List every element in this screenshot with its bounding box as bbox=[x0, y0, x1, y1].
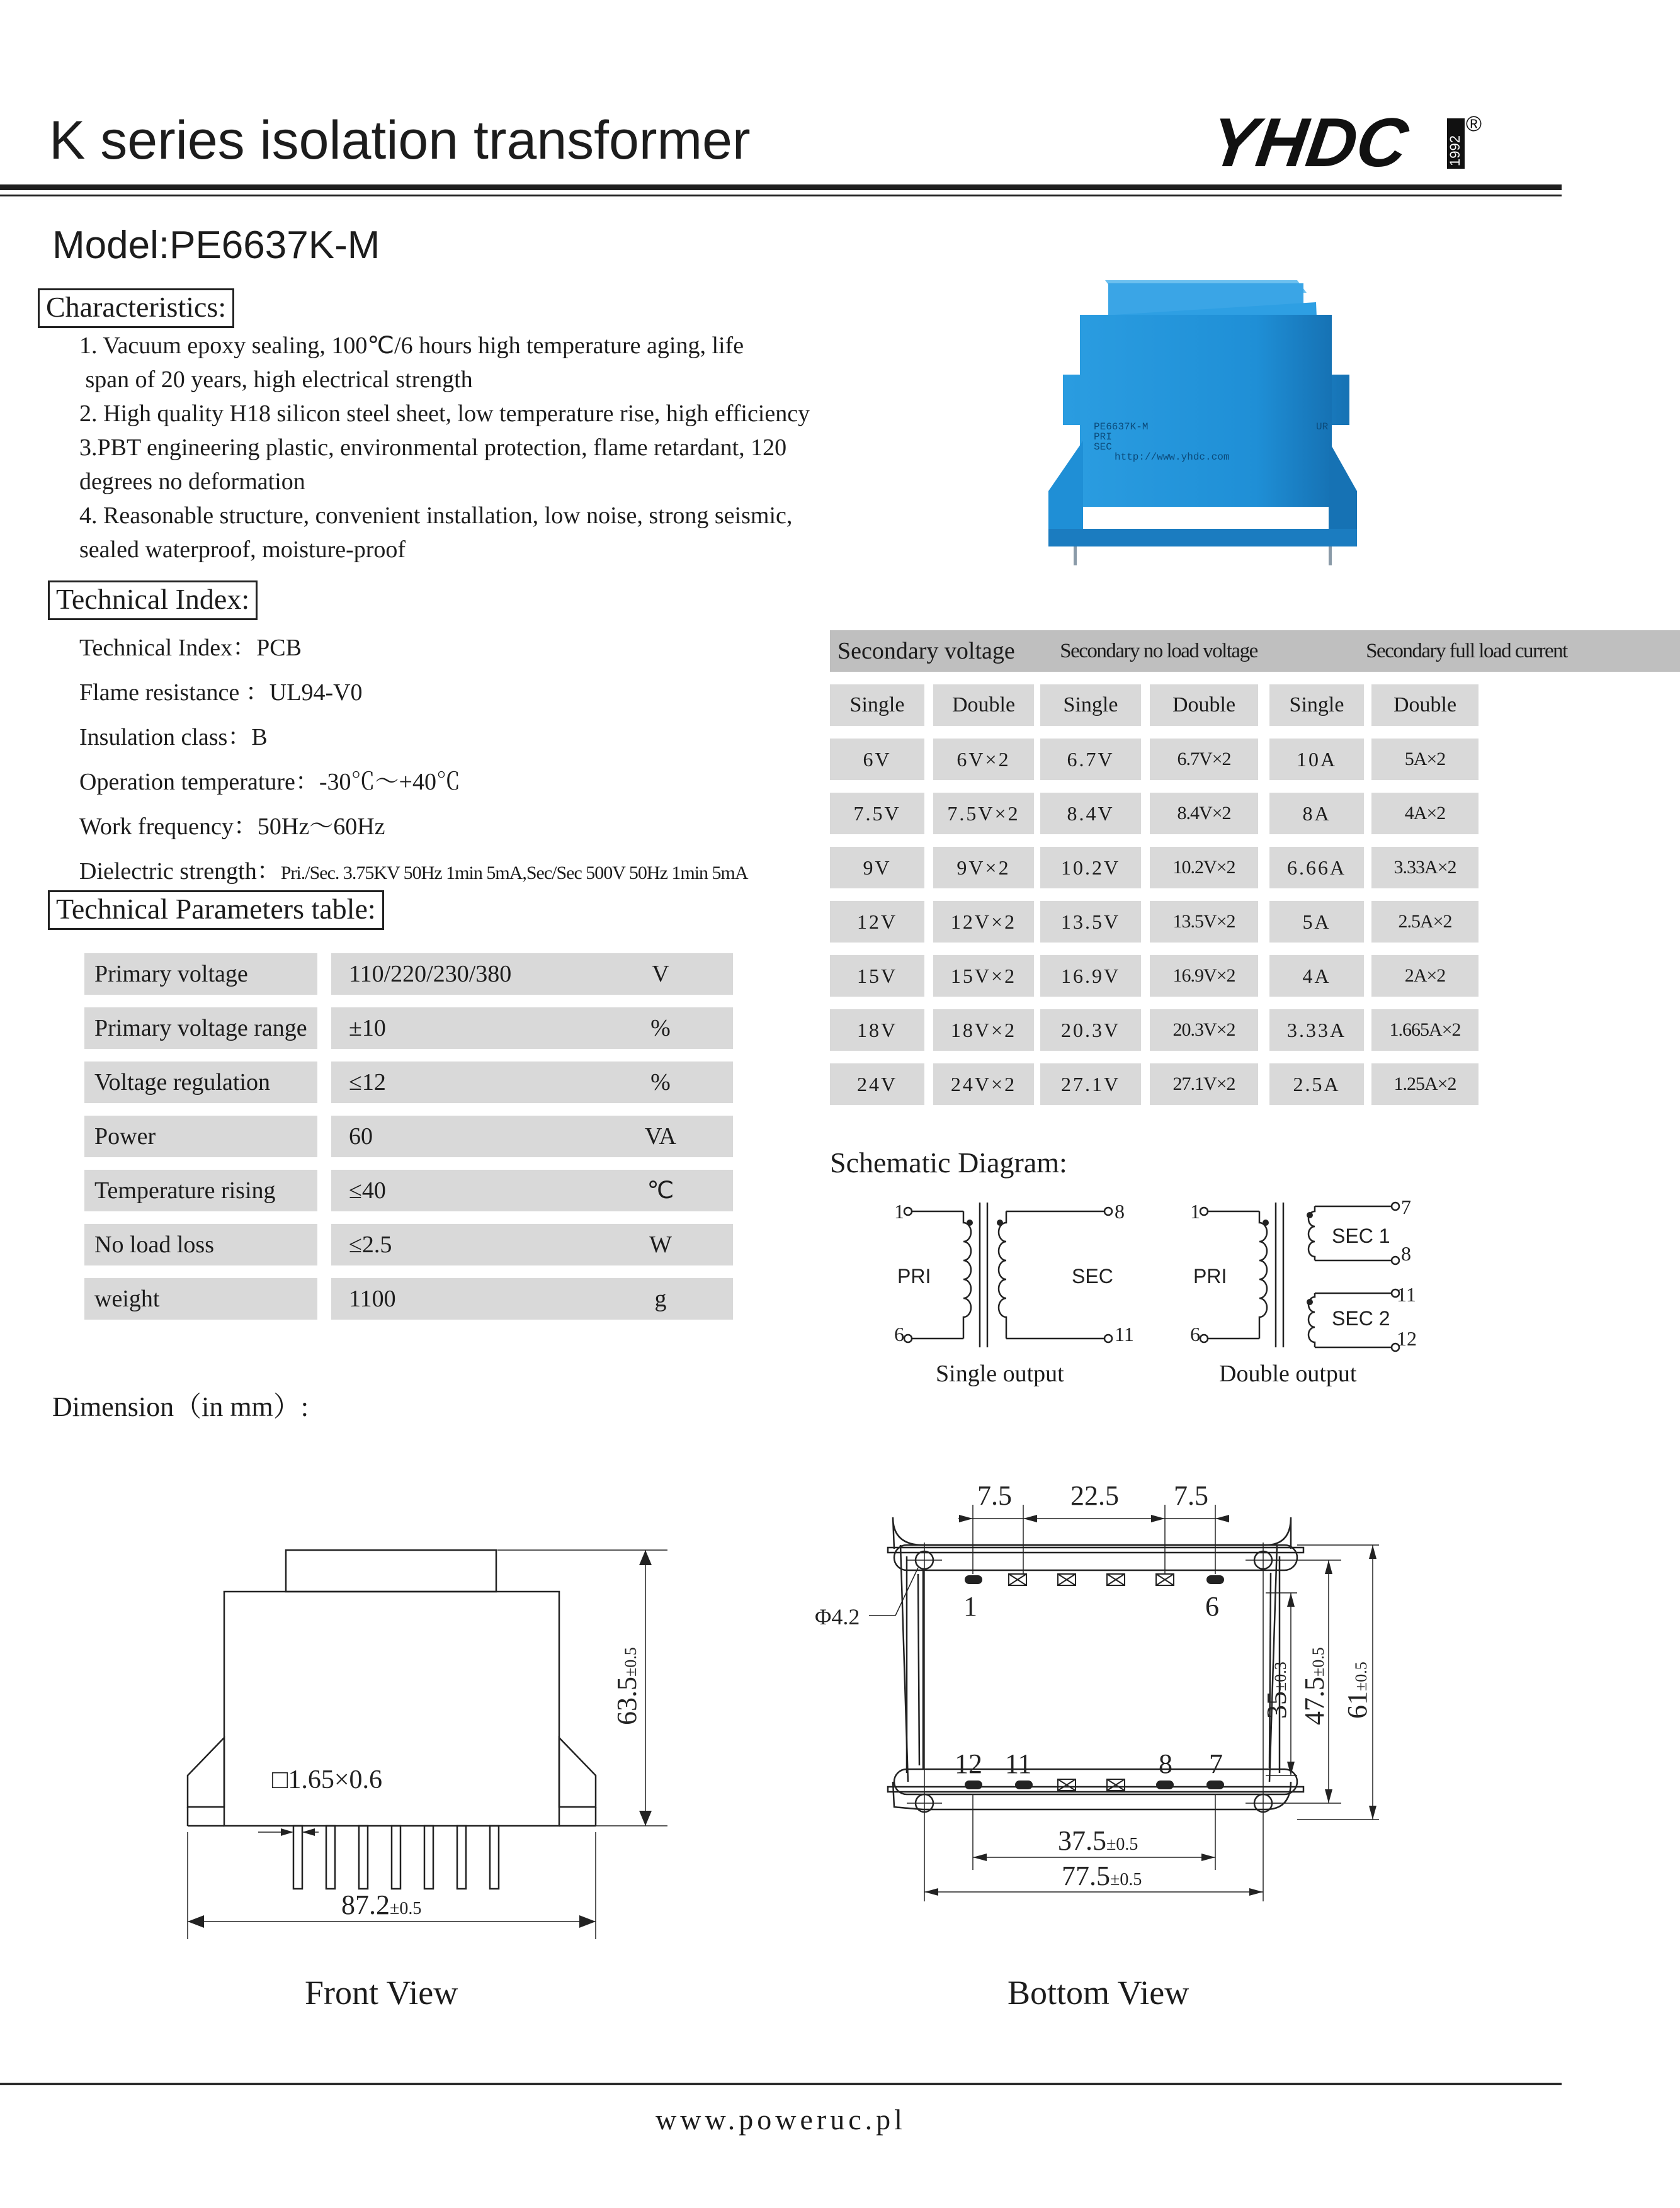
tech-index-row bbox=[79, 851, 748, 886]
table-cell: 12V×2 bbox=[933, 901, 1034, 943]
tech-label: Insulation class： bbox=[79, 724, 252, 750]
pin-label: 11 bbox=[1397, 1283, 1416, 1306]
double-output-caption: Double output bbox=[1219, 1361, 1357, 1387]
table-cell: 1.25A×2 bbox=[1371, 1063, 1479, 1105]
characteristic-line: degrees no deformation bbox=[79, 468, 305, 495]
pin-label: 8 bbox=[1159, 1748, 1172, 1779]
table-cell: 16.9V bbox=[1040, 955, 1141, 997]
tech-index-row bbox=[79, 672, 363, 707]
table-cell: 2.5A×2 bbox=[1371, 901, 1479, 943]
dim-77-5: 77.5±0.5 bbox=[1062, 1860, 1142, 1891]
sec1-label: SEC 1 bbox=[1332, 1225, 1390, 1247]
photo-label: SEC bbox=[1094, 441, 1112, 453]
pin-size-label: □1.65×0.6 bbox=[272, 1765, 383, 1794]
page-title: K series isolation transformer bbox=[49, 110, 751, 171]
bottom-view-drawing bbox=[812, 1467, 1417, 1923]
table-cell: 6.7V bbox=[1040, 739, 1141, 780]
tech-value: UL94-V0 bbox=[269, 679, 363, 706]
header-rule bbox=[0, 184, 1562, 190]
table-cell: 3.33A×2 bbox=[1371, 847, 1479, 888]
table-cell: 4A×2 bbox=[1371, 793, 1479, 834]
dim-37-5: 37.5±0.5 bbox=[1058, 1825, 1138, 1856]
table-header: Secondary full load current bbox=[1266, 630, 1680, 672]
param-name: No load loss bbox=[84, 1224, 317, 1265]
table-cell: 27.1V×2 bbox=[1150, 1063, 1258, 1105]
sec2-label: SEC 2 bbox=[1332, 1307, 1390, 1330]
param-unit: % bbox=[588, 1007, 733, 1049]
table-cell: 13.5V×2 bbox=[1150, 901, 1258, 943]
sec-label: SEC bbox=[1072, 1265, 1113, 1288]
param-unit: V bbox=[588, 953, 733, 995]
param-value: 110/220/230/380 bbox=[331, 953, 601, 995]
photo-label: PRI bbox=[1094, 431, 1112, 443]
table-subheader: Single bbox=[1269, 684, 1364, 726]
table-subheader: Double bbox=[1150, 684, 1258, 726]
table-header: Secondary no load voltage bbox=[1052, 630, 1266, 672]
pri-label: PRI bbox=[897, 1265, 931, 1288]
top-dim: 7.5 bbox=[1174, 1480, 1208, 1511]
top-dim: 7.5 bbox=[977, 1480, 1012, 1511]
table-cell: 16.9V×2 bbox=[1150, 955, 1258, 997]
header-rule-thin bbox=[0, 195, 1562, 196]
logo-text: YHDC bbox=[1205, 104, 1413, 181]
table-subheader: Single bbox=[830, 684, 924, 726]
table-cell: 27.1V bbox=[1040, 1063, 1141, 1105]
tech-value: -30℃～+40℃ bbox=[319, 769, 460, 795]
pin-label: 1 bbox=[963, 1591, 977, 1622]
params-heading: Technical Parameters table: bbox=[48, 890, 384, 930]
tech-value: 50Hz～60Hz bbox=[257, 813, 385, 840]
characteristic-line: 3.PBT engineering plastic, environmental protection, flame retardant, 120 bbox=[79, 434, 787, 461]
param-unit: % bbox=[588, 1062, 733, 1103]
pin-label: 11 bbox=[1115, 1323, 1134, 1345]
tech-label: Flame resistance ： bbox=[79, 679, 270, 706]
tech-value: B bbox=[251, 724, 268, 750]
registered-mark: ® bbox=[1466, 112, 1482, 136]
param-value: ±10 bbox=[331, 1007, 601, 1049]
characteristic-line: 4. Reasonable structure, convenient installation, low noise, strong seismic, bbox=[79, 502, 793, 529]
table-cell: 10A bbox=[1269, 739, 1364, 780]
pin-label: 6 bbox=[1205, 1591, 1219, 1622]
table-cell: 9V×2 bbox=[933, 847, 1034, 888]
characteristics-list bbox=[79, 329, 923, 567]
tech-index-row bbox=[79, 717, 268, 752]
technical-index-heading: Technical Index: bbox=[48, 580, 258, 620]
dim-47-5: 47.5±0.5 bbox=[1299, 1647, 1330, 1725]
table-cell: 18V bbox=[830, 1009, 924, 1051]
param-value: 60 bbox=[331, 1116, 601, 1157]
table-cell: 6.7V×2 bbox=[1150, 739, 1258, 780]
param-name: Temperature rising bbox=[84, 1170, 317, 1211]
param-unit: W bbox=[588, 1224, 733, 1265]
table-cell: 6V×2 bbox=[933, 739, 1034, 780]
table-cell: 8.4V×2 bbox=[1150, 793, 1258, 834]
table-subheader: Single bbox=[1040, 684, 1141, 726]
table-cell: 10.2V bbox=[1040, 847, 1141, 888]
brand-logo bbox=[1205, 104, 1482, 181]
table-cell: 15V×2 bbox=[933, 955, 1034, 997]
param-name: Voltage regulation bbox=[84, 1062, 317, 1103]
table-cell: 20.3V bbox=[1040, 1009, 1141, 1051]
pin-label: 7 bbox=[1209, 1748, 1223, 1779]
table-cell: 18V×2 bbox=[933, 1009, 1034, 1051]
table-cell: 20.3V×2 bbox=[1150, 1009, 1258, 1051]
table-cell: 15V bbox=[830, 955, 924, 997]
front-view-drawing bbox=[176, 1536, 680, 1955]
param-name: Primary voltage bbox=[84, 953, 317, 995]
tech-index-row bbox=[79, 762, 460, 796]
table-cell: 7.5V bbox=[830, 793, 924, 834]
tech-index-row bbox=[79, 807, 385, 841]
front-view-caption: Front View bbox=[305, 1974, 458, 2012]
hole-diameter: Φ4.2 bbox=[815, 1604, 860, 1629]
param-name: Primary voltage range bbox=[84, 1007, 317, 1049]
param-unit: g bbox=[588, 1278, 733, 1320]
characteristics-heading: Characteristics: bbox=[38, 288, 234, 328]
table-cell: 9V bbox=[830, 847, 924, 888]
bottom-view-caption: Bottom View bbox=[1007, 1974, 1189, 2012]
tech-value: PCB bbox=[256, 635, 302, 661]
tech-label: Work frequency： bbox=[79, 813, 258, 840]
footer-rule bbox=[0, 2083, 1562, 2085]
param-value: ≤12 bbox=[331, 1062, 601, 1103]
param-name: weight bbox=[84, 1278, 317, 1320]
table-cell: 12V bbox=[830, 901, 924, 943]
table-cell: 1.665A×2 bbox=[1371, 1009, 1479, 1051]
param-value: 1100 bbox=[331, 1278, 601, 1320]
photo-label: http://www.yhdc.com bbox=[1115, 451, 1230, 463]
pin-label: 12 bbox=[955, 1748, 982, 1779]
tech-label: Operation temperature： bbox=[79, 769, 319, 795]
table-cell: 3.33A bbox=[1269, 1009, 1364, 1051]
table-cell: 10.2V×2 bbox=[1150, 847, 1258, 888]
table-cell: 7.5V×2 bbox=[933, 793, 1034, 834]
logo-year: 1992 bbox=[1447, 135, 1463, 166]
table-subheader: Double bbox=[1371, 684, 1479, 726]
pin-label: 6 bbox=[894, 1323, 904, 1345]
table-cell: 8A bbox=[1269, 793, 1364, 834]
table-cell: 5A bbox=[1269, 901, 1364, 943]
characteristic-line: 2. High quality H18 silicon steel sheet, low temperature rise, high efficiency bbox=[79, 400, 810, 427]
table-cell: 13.5V bbox=[1040, 901, 1141, 943]
table-subheader: Double bbox=[933, 684, 1034, 726]
table-cell: 6.66A bbox=[1269, 847, 1364, 888]
pin-label: 6 bbox=[1190, 1323, 1200, 1345]
dim-61: 61±0.5 bbox=[1342, 1662, 1373, 1719]
table-cell: 24V bbox=[830, 1063, 924, 1105]
pin-label: 7 bbox=[1401, 1196, 1411, 1218]
table-header: Secondary voltage bbox=[830, 630, 1052, 672]
table-cell: 6V bbox=[830, 739, 924, 780]
single-output-caption: Single output bbox=[936, 1361, 1064, 1387]
tech-value: Pri./Sec. 3.75KV 50Hz 1min 5mA,Sec/Sec 500V 50Hz 1min 5mA bbox=[280, 863, 748, 883]
param-unit: VA bbox=[588, 1116, 733, 1157]
pin-label: 1 bbox=[1190, 1200, 1200, 1223]
param-unit: ℃ bbox=[588, 1170, 733, 1211]
table-cell: 24V×2 bbox=[933, 1063, 1034, 1105]
param-name: Power bbox=[84, 1116, 317, 1157]
pin-label: 11 bbox=[1005, 1748, 1032, 1779]
product-photo bbox=[1045, 264, 1360, 582]
table-cell: 2.5A bbox=[1269, 1063, 1364, 1105]
dim-35: 35±0.3 bbox=[1261, 1662, 1292, 1719]
front-height-dim: 63.5±0.5 bbox=[611, 1647, 642, 1725]
top-dim: 22.5 bbox=[1070, 1480, 1119, 1511]
characteristic-line: 1. Vacuum epoxy sealing, 100℃/6 hours high temperature aging, life bbox=[79, 332, 744, 359]
characteristic-line: span of 20 years, high electrical strength bbox=[79, 366, 473, 393]
tech-index-row bbox=[79, 628, 302, 662]
photo-mark: UR bbox=[1316, 421, 1329, 433]
pin-label: 1 bbox=[894, 1200, 904, 1223]
pin-label: 8 bbox=[1115, 1200, 1125, 1223]
table-cell: 8.4V bbox=[1040, 793, 1141, 834]
front-width-dim: 87.2±0.5 bbox=[341, 1889, 422, 1920]
model-number: Model:PE6637K-M bbox=[52, 224, 380, 267]
characteristic-line: sealed waterproof, moisture-proof bbox=[79, 536, 406, 563]
param-value: ≤2.5 bbox=[331, 1224, 601, 1265]
footer-url: www.poweruc.pl bbox=[656, 2103, 906, 2136]
schematic-heading: Schematic Diagram: bbox=[830, 1146, 1067, 1179]
param-value: ≤40 bbox=[331, 1170, 601, 1211]
photo-label: PE6637K-M bbox=[1094, 421, 1149, 433]
table-cell: 4A bbox=[1269, 955, 1364, 997]
pin-label: 8 bbox=[1401, 1242, 1411, 1265]
dimension-heading: Dimension（in mm）: bbox=[52, 1391, 309, 1422]
pin-label: 12 bbox=[1397, 1327, 1417, 1350]
tech-label: Technical Index： bbox=[79, 635, 257, 661]
tech-label: Dielectric strength： bbox=[79, 858, 281, 885]
table-cell: 5A×2 bbox=[1371, 739, 1479, 780]
table-cell: 2A×2 bbox=[1371, 955, 1479, 997]
pri-label: PRI bbox=[1193, 1265, 1227, 1288]
